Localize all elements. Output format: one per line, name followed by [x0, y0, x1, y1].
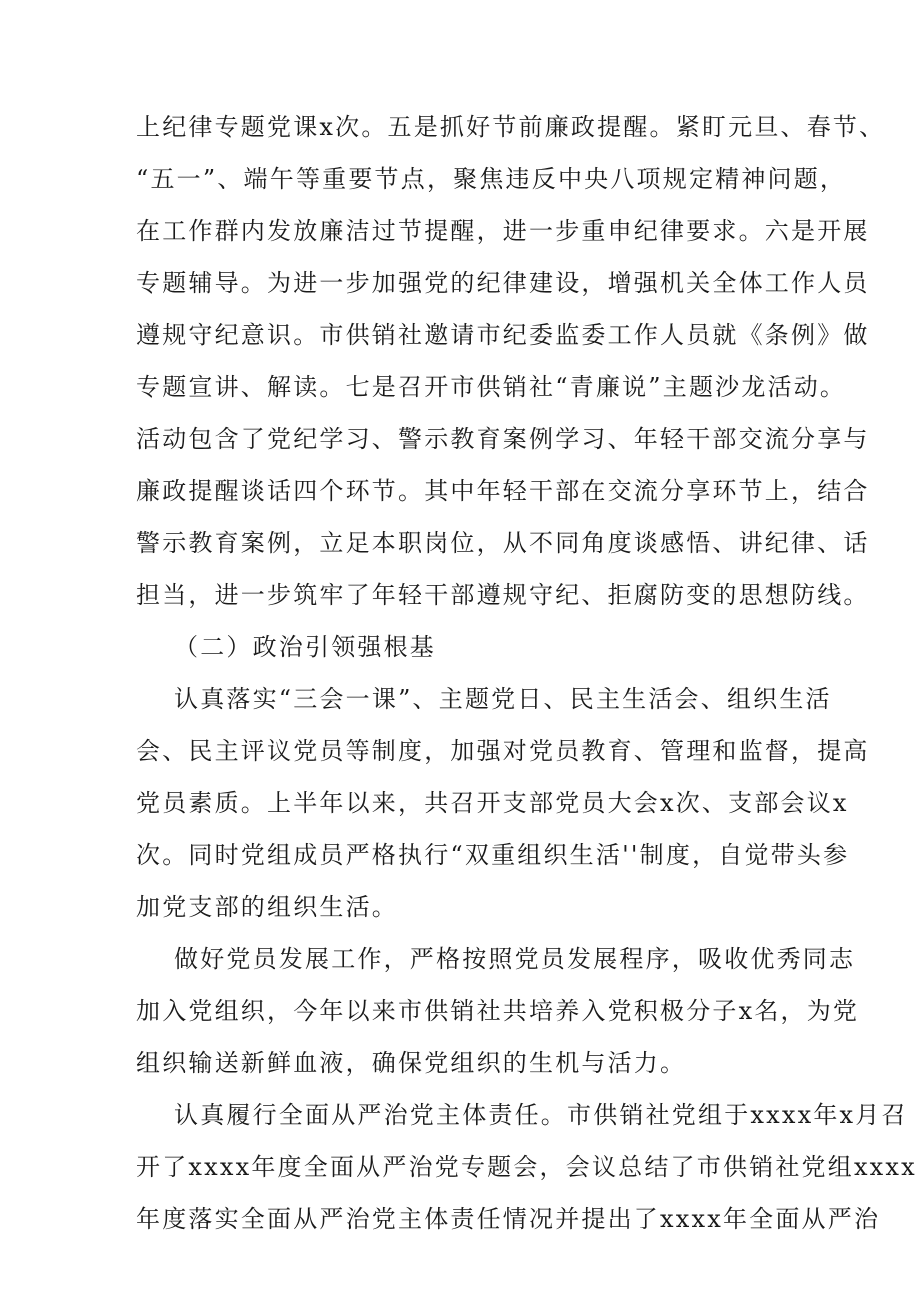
body-line: 年度落实全面从严治党主体责任情况并提出了xxxx年全面从严治	[136, 1205, 881, 1233]
body-line: 次。同时党组成员严格执行“双重组织生活''制度，自觉带头参	[136, 841, 850, 869]
section-heading: （二）政治引领强根基	[174, 633, 436, 661]
body-line: 专题宣讲、解读。七是召开市供销社“青廉说”主题沙龙活动。	[136, 373, 847, 401]
body-line: 担当，进一步筑牢了年轻干部遵规守纪、拒腐防变的思想防线。	[136, 581, 870, 609]
body-line: 党员素质。上半年以来，共召开支部党员大会x次、支部会议x	[136, 789, 849, 817]
body-line: “五一”、端午等重要节点，聚焦违反中央八项规定精神问题，	[136, 165, 847, 193]
body-line: 在工作群内发放廉洁过节提醒，进一步重申纪律要求。六是开展	[136, 217, 870, 245]
document-body	[136, 101, 917, 1245]
body-line: 活动包含了党纪学习、警示教育案例学习、年轻干部交流分享与	[136, 425, 870, 453]
body-line: 遵规守纪意识。市供销社邀请市纪委监委工作人员就《条例》做	[136, 321, 870, 349]
body-line: 开了xxxx年度全面从严治党专题会，会议总结了市供销社党组xxxx	[136, 1153, 917, 1181]
body-line: 加党支部的组织生活。	[136, 893, 398, 921]
body-line: 加入党组织，今年以来市供销社共培养入党积极分子x名，为党	[136, 997, 860, 1025]
body-line: 警示教育案例，立足本职岗位，从不同角度谈感悟、讲纪律、话	[136, 529, 870, 557]
body-line: 组织输送新鲜血液，确保党组织的生机与活力。	[136, 1049, 687, 1077]
body-line: 廉政提醒谈话四个环节。其中年轻干部在交流分享环节上，结合	[136, 477, 870, 505]
body-line: 上纪律专题党课x次。五是抓好节前廉政提醒。紧盯元旦、春节、	[136, 113, 886, 141]
body-line: 会、民主评议党员等制度，加强对党员教育、管理和监督，提高	[136, 737, 870, 765]
paragraph-start-line: 做好党员发展工作，严格按照党员发展程序，吸收优秀同志	[174, 945, 856, 973]
body-line: 专题辅导。为进一步加强党的纪律建设，增强机关全体工作人员	[136, 269, 870, 297]
paragraph-start-line: 认真落实“三会一课”、主题党日、民主生活会、组织生活	[174, 685, 832, 713]
paragraph-start-line: 认真履行全面从严治党主体责任。市供销社党组于xxxx年x月召	[174, 1101, 908, 1129]
